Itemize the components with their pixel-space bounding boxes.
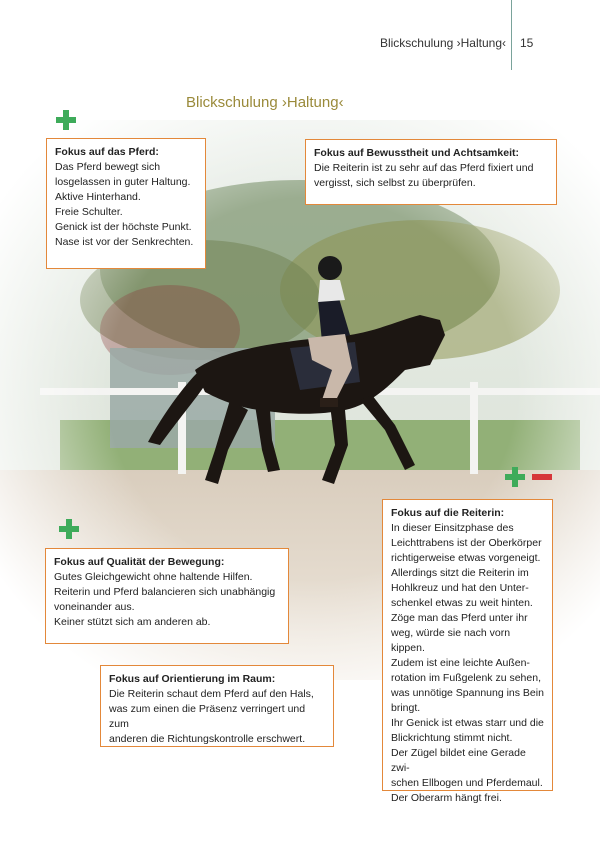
box-line: Keiner stützt sich am anderen ab.	[54, 616, 211, 628]
box-line: rotation im Fußgelenk zu sehen,	[391, 672, 541, 684]
box-line: Der Zügel bildet eine Gerade zwi-	[391, 747, 526, 774]
box-line: Zudem ist eine leichte Außen-	[391, 657, 530, 669]
box-line: Der Oberarm hängt frei.	[391, 792, 502, 804]
box-line: Gutes Gleichgewicht ohne haltende Hilfen.	[54, 571, 253, 583]
box-line: bringt.	[391, 702, 421, 714]
box-line: Nase ist vor der Senkrechten.	[55, 236, 194, 248]
box-line: voneinander aus.	[54, 601, 135, 613]
focus-orientation-box	[100, 665, 334, 747]
box-line: anderen die Richtungskontrolle erschwert.	[109, 733, 306, 745]
plus-icon	[59, 519, 79, 539]
box-line: Genick ist der höchste Punkt.	[55, 221, 192, 233]
box-title: Fokus auf Orientierung im Raum:	[109, 673, 276, 685]
plus-icon	[56, 110, 76, 130]
box-line: Leichttrabens ist der Oberkörper	[391, 537, 542, 549]
box-line: Freie Schulter.	[55, 206, 123, 218]
focus-horse-box	[46, 138, 206, 269]
page-number: 15	[520, 36, 534, 50]
plus-icon	[505, 467, 525, 487]
running-title: Blickschulung ›Haltung‹	[379, 36, 506, 50]
header-divider	[511, 0, 512, 70]
box-line: Hohlkreuz und hat den Unter-	[391, 582, 529, 594]
box-line: Reiterin und Pferd balancieren sich unabhängig	[54, 586, 276, 598]
box-line: was unnötige Spannung ins Bein	[391, 687, 544, 699]
focus-awareness-box	[305, 139, 557, 205]
box-title: Fokus auf die Reiterin:	[391, 507, 505, 519]
minus-icon	[532, 474, 552, 480]
box-line: In dieser Einsitzphase des	[391, 522, 514, 534]
box-title: Fokus auf Qualität der Bewegung:	[54, 556, 225, 568]
box-line: Die Reiterin schaut dem Pferd auf den Hals,	[109, 688, 314, 700]
box-line: vergisst, sich selbst zu überprüfen.	[314, 177, 476, 189]
box-title: Fokus auf das Pferd:	[55, 146, 159, 158]
box-line: Aktive Hinterhand.	[55, 191, 141, 203]
box-line: losgelassen in guter Haltung.	[55, 176, 191, 188]
section-title: Blickschulung ›Haltung‹	[186, 94, 344, 111]
box-line: Das Pferd bewegt sich	[55, 161, 161, 173]
box-line: schenkel etwas zu weit hinten.	[391, 597, 533, 609]
box-line: Blickrichtung stimmt nicht.	[391, 732, 513, 744]
box-line: Ihr Genick ist etwas starr und die	[391, 717, 544, 729]
box-line: Zöge man das Pferd unter ihr	[391, 612, 528, 624]
box-line: richtigerweise etwas vorgeneigt.	[391, 552, 541, 564]
box-line: Die Reiterin ist zu sehr auf das Pferd fixiert und	[314, 162, 534, 174]
focus-rider-box	[382, 499, 553, 804]
box-line: Allerdings sitzt die Reiterin im	[391, 567, 529, 579]
box-line: schen Ellbogen und Pferdemaul.	[391, 777, 543, 789]
box-line: was zum einen die Präsenz verringert und zum	[109, 703, 306, 730]
box-line: weg, würde sie nach vorn kippen.	[391, 627, 511, 654]
focus-movement-quality-box	[45, 548, 289, 644]
box-title: Fokus auf Bewusstheit und Achtsamkeit:	[314, 147, 519, 159]
